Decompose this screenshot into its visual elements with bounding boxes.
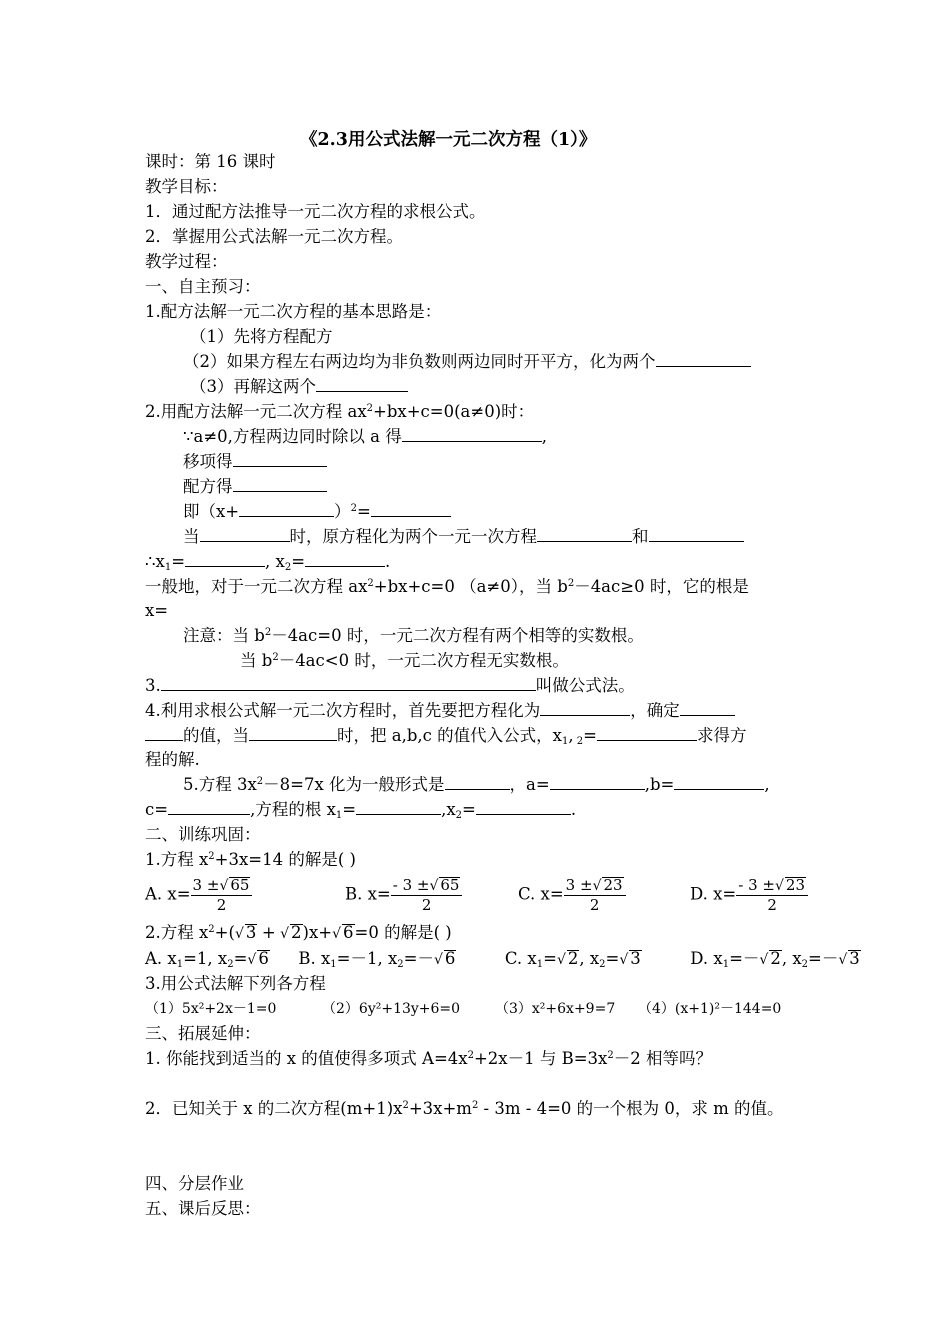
note-no-roots: 当 $b^2-4ac<0$ 时，一元二次方程无实数根。 xyxy=(240,651,569,670)
preview-q2-square-form: 即$(x+ )^2=$ xyxy=(183,501,451,523)
preview-q2-when: 当 时，原方程化为两个一元一次方程 和 xyxy=(183,526,744,548)
reflection-heading: 五、课后反思： xyxy=(145,1199,261,1218)
objectives-heading: 教学目标： xyxy=(145,177,228,196)
practice-q1-option-d: D. x= $\frac{- 3 \pm√ 23}{2}$ xyxy=(690,876,808,914)
practice-q2-option-a: A. $x_1=1$, $x_2=√$ 6 xyxy=(145,949,269,970)
preview-q2-transpose: 移项得 xyxy=(183,451,327,473)
practice-q1-option-c: C. x= $\frac{3 \pm√ 23}{2}$ xyxy=(518,876,626,914)
practice-q1-option-b: B. x= $\frac{- 3 \pm√ 65}{2}$ xyxy=(345,876,462,914)
blank-field xyxy=(649,526,744,542)
preview-q4-cont: 的值，当 时，把 a,b,c 的值代入公式，$x_1$, $_2$= 求得方 xyxy=(145,725,746,747)
blank-field xyxy=(656,351,751,367)
blank-field xyxy=(233,476,327,492)
blank-field xyxy=(371,501,451,517)
practice-q1-option-a: A. x= $\frac{3 \pm√ 65}{2}$ xyxy=(145,876,252,914)
preview-q4: 4.利用求根公式解一元二次方程时，首先要把方程化为 ，确定 xyxy=(145,700,735,722)
blank-field xyxy=(476,799,571,815)
blank-field xyxy=(402,426,542,442)
extension-q2: 2．已知关于 x 的二次方程$(m+1)x^2+3x+m^2 - 3m - 4=0$ 的一个根为 0，求 m 的值。 xyxy=(145,1099,784,1118)
practice-q2: 2.方程 $x^2+(√$ 3 + √ 2)x+√ 6=0 的解是( ) xyxy=(145,923,452,942)
practice-q2-option-b: B. $x_1=-1$, $x_2=-√$ 6 xyxy=(298,949,456,970)
preview-q5: 5.方程 $3x^2-8=7x$ 化为一般形式是 ，a= ,b= , xyxy=(183,775,770,794)
blank-field xyxy=(540,700,630,716)
extension-heading: 三、拓展延伸： xyxy=(145,1024,261,1043)
blank-field xyxy=(674,774,764,790)
blank-field xyxy=(537,526,632,542)
preview-q1-step-2: （2）如果方程左右两边均为非负数则两边同时开平方，化为两个 xyxy=(183,351,751,373)
preview-q1-step-3: （3）再解这两个 xyxy=(190,376,408,398)
preview-q5-cont: c= ,方程的根 $x_1= ,x_2=$ . xyxy=(145,800,577,821)
preview-q3: 3. 叫做公式法。 xyxy=(145,676,635,695)
preview-q1: 1.配方法解一元二次方程的基本思路是： xyxy=(145,302,442,321)
blank-field xyxy=(680,700,735,716)
blank-field xyxy=(356,799,441,815)
blank-field xyxy=(161,675,536,691)
practice-q3-item-4: （4）(x+1)²－144=0 xyxy=(638,1001,782,1017)
blank-field xyxy=(305,551,385,567)
blank-field xyxy=(316,376,408,392)
practice-q2-option-d: D. $x_1=-√$ 2, $x_2=-√$ 3 xyxy=(690,949,860,970)
homework-heading: 四、分层作业 xyxy=(145,1174,244,1193)
blank-field xyxy=(550,774,645,790)
preview-q1-step-1: （1）先将方程配方 xyxy=(190,327,333,346)
general-rule-x: x= xyxy=(145,601,169,620)
practice-q1: 1.方程 $x^2+3x=14$ 的解是( ) xyxy=(145,850,356,869)
blank-field xyxy=(249,725,337,741)
objective-2: 2．掌握用公式法解一元二次方程。 xyxy=(145,227,403,246)
blank-field xyxy=(168,799,250,815)
practice-q3-item-3: （3）x²+6x+9=7 xyxy=(495,1001,616,1017)
preview-q2-roots: $\therefore x_1=$ , $x_2=$ . xyxy=(145,552,391,573)
practice-q3: 3.用公式法解下列各方程 xyxy=(145,974,326,993)
practice-q3-item-1: （1）5x²+2x－1=0 xyxy=(145,1001,277,1017)
blank-field xyxy=(597,725,697,741)
process-heading: 教学过程： xyxy=(145,252,228,271)
lesson-number: 课时：第 16 课时 xyxy=(145,152,276,171)
preview-q2-divide: ∵a≠0,方程两边同时除以 a 得 , xyxy=(183,427,547,446)
practice-q2-option-c: C. $x_1=√$ 2, $x_2=√$ 3 xyxy=(504,949,641,970)
preview-q4-end: 程的解. xyxy=(145,750,200,769)
practice-q3-item-2: （2）6y²+13y+6=0 xyxy=(322,1001,461,1017)
blank-field xyxy=(145,725,183,741)
blank-field xyxy=(239,501,334,517)
preview-q2-complete-square: 配方得 xyxy=(183,476,327,498)
blank-field xyxy=(185,551,265,567)
blank-field xyxy=(200,526,290,542)
extension-q1: 1. 你能找到适当的 x 的值使得多项式 $A=4x^2+2x-1$ 与 $B=3x^2-2$ 相等吗？ xyxy=(145,1049,712,1068)
blank-field xyxy=(233,451,327,467)
preview-heading: 一、自主预习： xyxy=(145,277,261,296)
blank-field xyxy=(445,774,510,790)
preview-q2: 2.用配方法解一元二次方程 $ax^2+bx+c=0(a\ne 0)$时： xyxy=(145,402,535,421)
practice-heading: 二、训练巩固： xyxy=(145,825,261,844)
objective-1: 1．通过配方法推导一元二次方程的求根公式。 xyxy=(145,202,486,221)
practice-q2-options xyxy=(145,948,861,971)
page-title: 《2.3用公式法解一元二次方程（1）》 xyxy=(300,130,597,150)
note-equal-roots: 注意：当 $b^2-4ac=0$ 时，一元二次方程有两个相等的实数根。 xyxy=(183,626,644,645)
general-rule: 一般地，对于一元二次方程 $ax^2+bx+c=0$ （a≠0），当 $b^2-4ac\ge 0$ 时，它的根是 xyxy=(145,577,749,596)
